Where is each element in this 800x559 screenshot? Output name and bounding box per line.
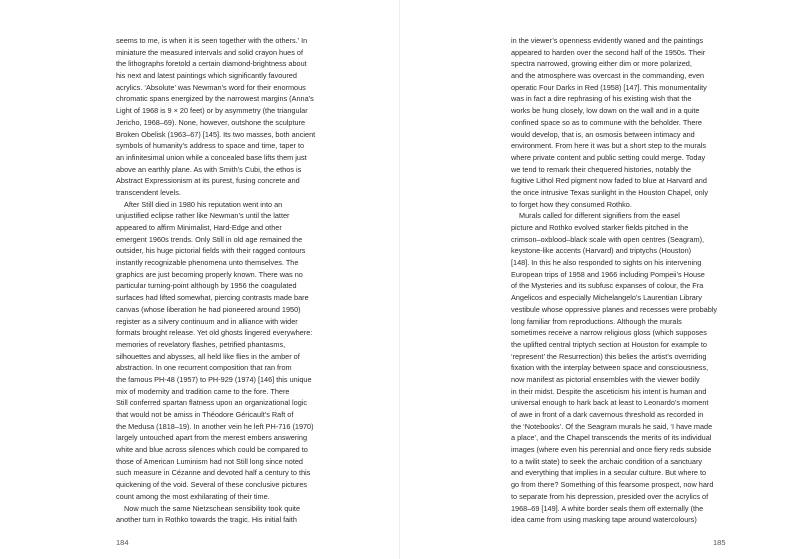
text-line: sometimes receive a narrow religious gloss (which supposes xyxy=(511,328,707,338)
text-line: confined space so as to commune with the beholder. There xyxy=(511,117,702,127)
text-line: instantly recognizable phenomena unto themselves. The xyxy=(116,258,299,268)
text-line: above an earthly plane. As with Smith’s Cubi, the ethos is xyxy=(116,164,302,174)
text-line: unjustified eclipse rather like Newman’s until the latter xyxy=(116,211,290,221)
text-line: After Still died in 1980 his reputation went into an xyxy=(124,199,283,209)
text-line: Angelicos and especially Michelangelo’s Laurentian Library xyxy=(511,293,702,303)
text-line: picture and Rothko evolved starker fields pitched in the xyxy=(511,223,689,232)
text-line: long familiar from reproductions. Although the murals xyxy=(511,316,682,326)
text-line: silhouettes and abysses, all held like flies in the amber of xyxy=(116,351,300,361)
text-line: quickening of the void. Several of these conclusive pictures xyxy=(116,480,308,490)
text-line: idea came from using masking tape around watercolours) xyxy=(511,515,697,525)
text-line: [148]. In this he also responded to sights on his intervening xyxy=(511,258,702,268)
text-line: the once intrusive Texas sunlight in the Houston Chapel, only xyxy=(511,187,709,197)
text-line: Jericho, 1968–69). None, however, outshone the sculpture xyxy=(116,117,306,127)
text-line: Still conferred spartan flatness upon an organizational logic xyxy=(116,398,308,408)
text-line: another turn in Rothko towards the tragic. His initial faith xyxy=(116,515,297,525)
text-line: mix of modernity and tradition came to the fore. There xyxy=(116,386,290,396)
text-line: to separate from his depression, presided over the acrylics of xyxy=(511,491,709,501)
text-line: and everything that implies in a secular culture. But where to xyxy=(511,468,707,478)
text-line: largely untouched apart from the merest embers answering xyxy=(116,433,308,443)
text-line: vestibule whose oppressive planes and recesses were probably xyxy=(511,304,718,314)
text-line: where private content and public setting could merge. Today xyxy=(511,152,706,162)
text-line: spectra narrowed, growing either dim or more polarized, xyxy=(511,59,692,69)
text-line: images (where even his perennial and once fiery reds subside xyxy=(511,445,712,455)
text-line: transcendent levels. xyxy=(116,187,181,197)
text-line: such measure in Cézanne and devoted half a century to this xyxy=(116,468,311,478)
left-text-column xyxy=(116,35,342,526)
text-line: white and blue across silences which could be compared to xyxy=(116,445,308,455)
text-line: abstraction. In one recurrent composition that ran from xyxy=(116,363,292,373)
text-line: keystone-like accents (Harvard) and triptychs (Houston) xyxy=(511,246,692,256)
text-line: appeared to affirm Minimalist, Hard-Edge and other xyxy=(116,223,282,232)
text-line: of awe in front of a dark cavernous threshold as recorded in xyxy=(511,410,704,419)
text-line: to a twilit state) to seek the archaic condition of a sanctuary xyxy=(511,456,703,466)
text-line: graphics are just becoming properly known. There was no xyxy=(116,269,303,279)
text-line: of the Mysteries and its subfusc expanses of colour, the Fra xyxy=(511,281,704,291)
text-line: in their midst. Despite the asceticism his intent is human and xyxy=(511,386,707,396)
text-line: appeared to harden over the second half of the 1950s. Their xyxy=(511,47,706,57)
right-text-column xyxy=(511,35,737,526)
text-line: a place’, and the Chapel transcends the merits of its individual xyxy=(511,433,712,443)
text-line: Now much the same Nietzschean sensibility took quite xyxy=(124,503,301,513)
text-line: an infinitesimal union while a concealed base lifts them just xyxy=(116,152,307,162)
right-page xyxy=(400,0,800,559)
text-line: environment. From here it was but a short step to the murals xyxy=(511,141,707,151)
text-line: European trips of 1958 and 1966 including Pompeii’s House xyxy=(511,269,705,279)
text-line: works be hung closely, low down on the wall and in a quite xyxy=(511,106,700,116)
left-page-number: 184 xyxy=(116,538,129,547)
text-line: was in fact a dire rephrasing of his existing wish that the xyxy=(511,94,692,104)
text-line: fugitive Lithol Red pigment now faded to blue at Harvard and xyxy=(511,176,707,186)
text-line: symbols of humanity’s address to space and time, taper to xyxy=(116,141,305,151)
text-line: memories of revelatory flashes, petrified phantasms, xyxy=(116,339,286,349)
text-line: Broken Obelisk (1963–67) [145]. Its two masses, both ancient xyxy=(116,129,316,139)
text-line: in the viewer’s openness evidently waned and the paintings xyxy=(511,36,704,45)
text-line: 1968–69 [149]. A white border seals them off externally (the xyxy=(511,503,704,513)
text-line: to forget how they consumed Rothko. xyxy=(511,199,632,209)
text-line: emergent 1960s trends. Only Still in old age remained the xyxy=(116,234,303,244)
text-line: the famous PH-48 (1957) to PH-929 (1974) [146] this unique xyxy=(116,374,312,384)
text-line: Light of 1968 is 9 × 20 feet) or by asymmetry (the triangular xyxy=(116,106,308,116)
text-line: miniature the measured intervals and solid crayon hues of xyxy=(116,47,303,57)
text-line: operatic Four Darks in Red (1958) [147]. This monumentality xyxy=(511,82,707,92)
text-line: particular turning-point although by 1956 the coagulated xyxy=(116,281,297,291)
text-line: Murals called for different signifiers from the easel xyxy=(519,211,680,221)
text-line: that would not be amiss in Théodore Géricault’s Raft of xyxy=(116,410,294,419)
text-line: acrylics. ‘Absolute’ was Newman’s word for their enormous xyxy=(116,82,306,92)
text-line: fixation with the interplay between space and consciousness, xyxy=(511,363,709,373)
text-line: canvas (whose liberation he had pioneered around 1950) xyxy=(116,304,301,314)
text-line: Abstract Expressionism at its purest, fusing concrete and xyxy=(116,176,300,186)
text-line: go from there? Something of this fearsome prospect, now hard xyxy=(511,480,714,490)
text-line: formats brought release. Yet old ghosts lingered everywhere: xyxy=(116,328,313,338)
text-line: now manifest as pictorial ensembles with the viewer bodily xyxy=(511,374,700,384)
text-line: and the atmosphere was overcast in the commanding, even xyxy=(511,71,705,81)
text-line: ‘represent’ the Resurrection) this belies the artist’s overriding xyxy=(511,351,707,361)
text-line: would develop, that is, an osmosis between intimacy and xyxy=(511,129,695,139)
text-line: count among the most exhilarating of their time. xyxy=(116,491,270,501)
text-line: those of American Luminism had not Still long since noted xyxy=(116,456,303,466)
text-line: the lithographs foretold a certain diamond-brightness about xyxy=(116,59,307,69)
text-line: universal enough to hark back at least to Leonardo’s moment xyxy=(511,398,709,408)
text-line: the uplifted central triptych section at Houston for example to xyxy=(511,339,707,349)
text-line: his next and latest paintings which significantly favoured xyxy=(116,71,297,81)
text-line: outsider, his huge pictorial fields with their ragged contours xyxy=(116,246,306,256)
text-line: chromatic spans energized by the narrowest margins (Anna’s xyxy=(116,94,314,104)
right-page-number: 185 xyxy=(713,538,726,547)
text-line: surfaces had lifted somewhat, piercing contrasts made bare xyxy=(116,293,309,303)
text-line: the ‘Notebooks’. Of the Seagram murals he said, ‘I have made xyxy=(511,421,713,431)
text-line: we tend to remark their chequered histories, notably the xyxy=(511,164,692,174)
text-line: register as a silvery continuum and in alliance with wider xyxy=(116,316,298,326)
text-line: crimson–oxblood–black scale with open centres (Seagram), xyxy=(511,234,705,244)
text-line: seems to me, is when it is seen together with the others.’ In xyxy=(116,36,308,45)
text-line: the Medusa (1818–19). In another vein he left PH-716 (1970) xyxy=(116,421,314,431)
